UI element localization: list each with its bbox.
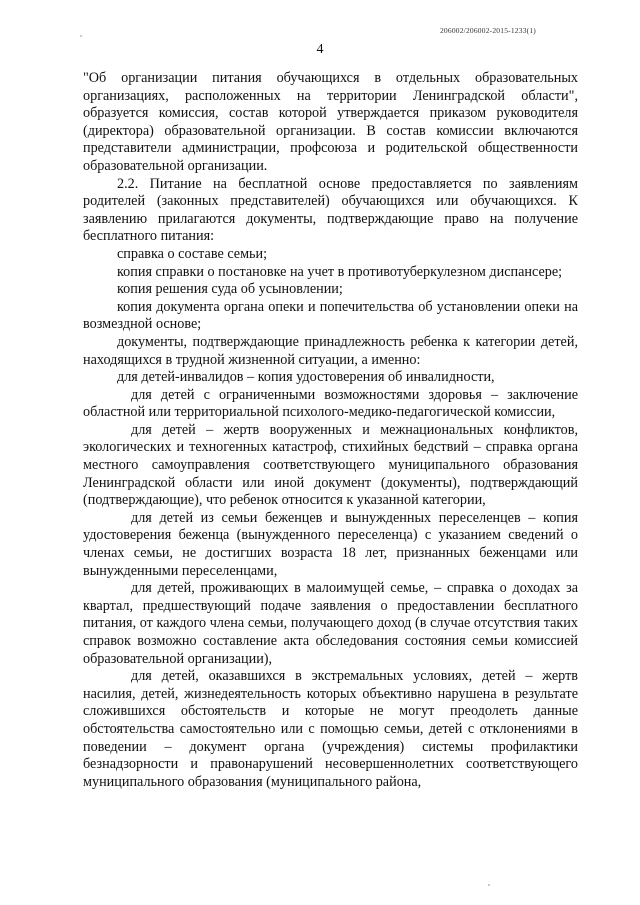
scan-speck: [488, 884, 490, 886]
list-item-difficult-situation-documents: документы, подтверждающие принадлежность ребенка к категории детей, находящихся в трудной жизненной ситуации, а именно:: [83, 333, 578, 368]
list-item-adoption-decision: копия решения суда об усыновлении;: [117, 281, 343, 298]
list-item-low-income: для детей, проживающих в малоимущей семье, – справка о доходах за квартал, предшествующий подаче заявления о предоставлении бесплатного питания, от каждого члена семьи, получающего доход (в случае отсутствия таких справок возможно составление акта обследования состояния семьи комиссией образовательной организации),: [83, 580, 578, 667]
list-item-extreme-conditions: для детей, оказавшихся в экстремальных условиях, детей – жертв насилия, детей, жизнедеятельность которых объективно нарушена в результате сложившихся обстоятельств и которые не могут преодолеть данные обстоятельства самостоятельно или с помощью семьи, детей с отклонениями в поведении – документ органа (учреждения) системы профилактики безнадзорности и правонарушений несовершеннолетних соответствующего муниципального образования (муниципального района,: [83, 668, 578, 790]
list-item-conflict-victims: для детей – жертв вооруженных и межнациональных конфликтов, экологических и техногенных катастроф, стихийных бедствий – справка органа местного самоуправления соответствующего муниципального образования Ленинградской области или иной документ (документы), подтверждающий (подтверждающие), что ребенок относится к указанной категории,: [83, 421, 578, 509]
list-item-tuberculosis-certificate: копия справки о постановке на учет в противотуберкулезном диспансере;: [117, 263, 563, 280]
document-id: 206002/206002-2015-1233(1): [439, 26, 536, 35]
paragraph-2-2: 2.2. Питание на бесплатной основе предоставляется по заявлениям родителей (законных представителей) обучающихся или обучающихся. К заявлению прилагаются документы, подтверждающие право на получение бесплатного питания:: [83, 175, 578, 245]
page-number: 4: [316, 42, 324, 57]
list-item-disabled-children: для детей-инвалидов – копия удостоверения об инвалидности,: [117, 369, 495, 386]
list-item-guardianship-document: копия документа органа опеки и попечительства об установлении опеки на возмездной основе;: [83, 298, 578, 333]
list-item-family-certificate: справка о составе семьи;: [117, 245, 268, 262]
list-item-limited-health: для детей с ограниченными возможностями здоровья – заключение областной или территориальной психолого-медико-педагогической комиссии,: [83, 386, 578, 421]
scan-speck: [80, 35, 82, 37]
paragraph-commission: "Об организации питания обучающихся в отдельных образовательных организациях, расположенных на территории Ленинградской области", образуется комиссия, состав которой утверждается приказом руководителя (директора) образовательной организации. В состав комиссии включаются представители администрации, профсоюза и родительской общественности образовательной организации.: [83, 70, 578, 174]
document-body: [83, 70, 578, 791]
list-item-refugees: для детей из семьи беженцев и вынужденных переселенцев – копия удостоверения беженца (вынужденного переселенца) с указанием сведений о членах семьи, не достигших возраста 18 лет, признанных беженцами или вынужденными переселенцами,: [83, 509, 578, 579]
